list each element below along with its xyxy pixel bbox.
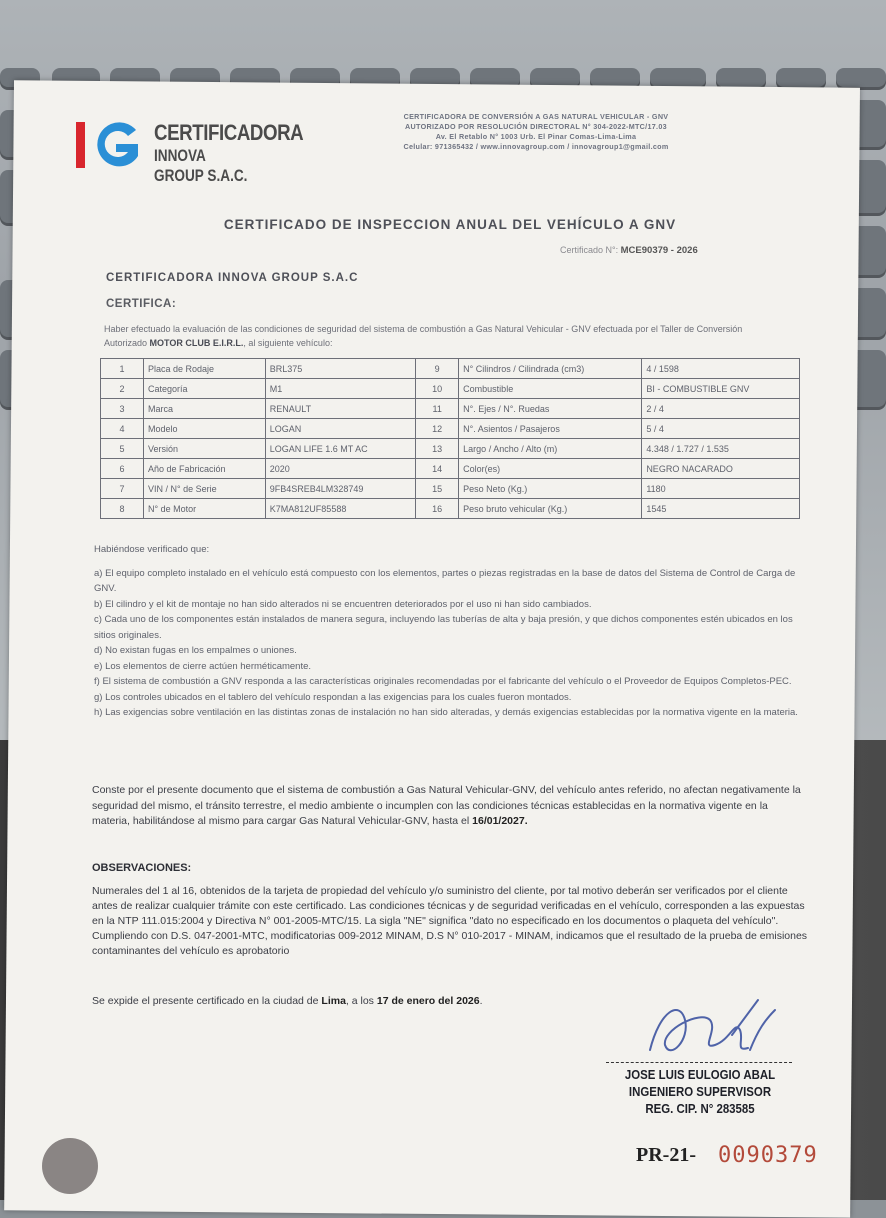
verification-lead: Habiéndose verificado que: — [94, 544, 210, 555]
table-row — [101, 359, 800, 379]
document-title: CERTIFICADO DE INSPECCION ANUAL DEL VEHÍCULO A GNV — [223, 217, 677, 232]
field-value: 5 / 4 — [642, 419, 800, 439]
field-value: 2 / 4 — [642, 399, 800, 419]
field-value: K7MA812UF85588 — [265, 499, 415, 519]
header-line: Celular: 971365432 / www.innovagroup.com / innovagroup1@gmail.com — [403, 142, 669, 151]
company-logo — [74, 110, 304, 185]
verification-item: g) Los controles ubicados en el tablero del vehículo respondan a las exigencias para los cuales fueron montados. — [94, 691, 572, 703]
row-number: 16 — [416, 499, 459, 519]
field-label: Año de Fabricación — [144, 459, 266, 479]
field-value: BRL375 — [265, 359, 415, 379]
row-number: 6 — [101, 459, 144, 479]
row-number: 5 — [101, 439, 144, 459]
logo-text-certificadora: CERTIFICADORA — [154, 120, 304, 145]
field-value: 2020 — [265, 459, 415, 479]
certificate-number — [560, 245, 698, 256]
company-header-info — [356, 112, 716, 152]
verification-item: b) El cilindro y el kit de montaje no han sido alterados ni se encuentren deteriorados por el uso ni han sido cambiados. — [94, 598, 592, 610]
field-value: 4.348 / 1.727 / 1.535 — [642, 439, 800, 459]
observaciones-heading: OBSERVACIONES: — [92, 862, 192, 874]
field-value: M1 — [265, 379, 415, 399]
header-line: AUTORIZADO POR RESOLUCIÓN DIRECTORAL N° 304-2022-MTC/17.03 — [405, 122, 667, 131]
verification-item: d) No existan fugas en los empalmes o uniones. — [94, 645, 297, 656]
row-number: 3 — [101, 399, 144, 419]
conste-text: Conste por el presente documento que el sistema de combustión a Gas Natural Vehicular-GNV, del vehículo antes referido, no afectan negativamente la seguridad del mismo, el tránsito terrestre, el medio ambiente o incumplen con las condiciones técnicas establecidas en la normativa vigente en la materia, habilitándose al mismo para cargar Gas Natural Vehicular-GNV, hasta el — [92, 784, 801, 827]
supervisor-name: JOSE LUIS EULOGIO ABAL — [624, 1067, 776, 1082]
verification-item: h) Las exigencias sobre ventilación en las distintas zonas de instalación no han sido alteradas, y demás exigencias establecidas por la normativa vigente en la materia. — [94, 707, 798, 718]
field-label: Categoría — [144, 379, 266, 399]
field-value: 1180 — [642, 479, 800, 499]
field-label: Combustible — [459, 379, 642, 399]
verification-item: c) Cada uno de los componentes están instalados de manera segura, incluyendo las tuberías de alta y baja presión, y que dichos componentes estén ubicados en los sitios originales. — [94, 614, 793, 641]
intro-text: Haber efectuado la evaluación de las condiciones de seguridad del sistema de combustión a Gas Natural Vehicular - GNV efectuada por el Taller de Conversión Autorizado — [104, 324, 743, 348]
header-line: Av. El Retablo N° 1003 Urb. El Pinar Comas-Lima-Lima — [435, 132, 637, 141]
table-row — [101, 399, 800, 419]
field-label: N° de Motor — [144, 499, 266, 519]
issue-city: Lima — [321, 995, 346, 1007]
certifica-heading: CERTIFICA: — [106, 298, 177, 310]
field-label: N° Cilindros / Cilindrada (cm3) — [459, 359, 642, 379]
innova-logo-icon — [74, 116, 150, 172]
company-name: CERTIFICADORA INNOVA GROUP S.A.C — [106, 272, 359, 284]
intro-paragraph — [104, 322, 780, 350]
observaciones-text — [92, 884, 808, 959]
paper-punch-hole — [42, 1138, 98, 1194]
certificate-number-value: MCE90379 - 2026 — [620, 245, 698, 256]
row-number: 4 — [101, 419, 144, 439]
verification-item: f) El sistema de combustión a GNV responda a las características originales recomendadas por el fabricante del vehículo o el Proveedor de Equipos Completos-PEC. — [94, 676, 792, 687]
verification-item: a) El equipo completo instalado en el vehículo está compuesto con los elementos, partes o piezas registradas en la base de datos del Sistema de Control de Carga de GNV. — [94, 567, 796, 594]
field-value: LOGAN LIFE 1.6 MT AC — [265, 439, 415, 459]
field-label: Modelo — [144, 419, 266, 439]
certificate-number-label: Certificado N°: — [560, 245, 619, 255]
row-number: 2 — [101, 379, 144, 399]
header-line: CERTIFICADORA DE CONVERSIÓN A GAS NATURAL VEHICULAR - GNV — [403, 112, 669, 121]
observaciones-paragraph: Numerales del 1 al 16, obtenidos de la tarjeta de propiedad del vehículo y/o suministro del cliente, por tal motivo deberán ser verificados por el cliente antes de realizar cualquier trámite con este certificado. Las condiciones técnicas y de seguridad verificadas en el vehículo, corresponden a las expuestas en la NTP 111.015:2004 y Directiva N° 001-2005-MTC/15. La sigla "NE" significa "dato no especificado en los documentos o plaqueta del vehículo". — [92, 885, 805, 927]
field-label: N°. Ejes / N°. Ruedas — [459, 399, 642, 419]
supervisor-registration: REG. CIP. N° 283585 — [645, 1101, 755, 1116]
field-label: N°. Asientos / Pasajeros — [459, 419, 642, 439]
row-number: 14 — [416, 459, 459, 479]
field-label: Peso bruto vehicular (Kg.) — [459, 499, 642, 519]
row-number: 12 — [416, 419, 459, 439]
row-number: 10 — [416, 379, 459, 399]
intro-text-end: , al siguiente vehículo: — [243, 338, 333, 348]
field-label: Peso Neto (Kg.) — [459, 479, 642, 499]
conste-paragraph — [92, 783, 808, 830]
field-label: Color(es) — [459, 459, 642, 479]
table-row — [101, 439, 800, 459]
vehicle-data-table — [100, 358, 800, 519]
issue-date: 17 de enero del 2026 — [376, 995, 480, 1007]
row-number: 1 — [101, 359, 144, 379]
field-label: VIN / N° de Serie — [144, 479, 266, 499]
field-label: Marca — [144, 399, 266, 419]
conste-valid-until-date: 16/01/2027. — [472, 815, 528, 827]
verification-list — [94, 542, 800, 721]
row-number: 11 — [416, 399, 459, 419]
issue-period: . — [479, 995, 483, 1007]
verification-item: e) Los elementos de cierre actúen herméticamente. — [94, 660, 312, 672]
issue-text-mid: , a los — [345, 995, 374, 1007]
form-code-prefix: PR-21- — [636, 1144, 696, 1166]
row-number: 7 — [101, 479, 144, 499]
field-value: 4 / 1598 — [642, 359, 800, 379]
row-number: 9 — [416, 359, 459, 379]
table-row — [101, 419, 800, 439]
field-value: RENAULT — [265, 399, 415, 419]
field-label: Largo / Ancho / Alto (m) — [459, 439, 642, 459]
field-value: BI - COMBUSTIBLE GNV — [642, 379, 800, 399]
intro-taller-name: MOTOR CLUB E.I.R.L. — [149, 338, 244, 348]
logo-text-innova-group: INNOVA GROUP S.A.C. — [154, 146, 248, 185]
supervisor-stamp — [612, 1066, 788, 1117]
field-label: Versión — [144, 439, 266, 459]
field-value: LOGAN — [265, 419, 415, 439]
row-number: 15 — [416, 479, 459, 499]
field-value: NEGRO NACARADO — [642, 459, 800, 479]
table-row — [101, 459, 800, 479]
supervisor-title: INGENIERO SUPERVISOR — [628, 1084, 772, 1099]
signature-line — [606, 1062, 792, 1063]
field-value: 9FB4SREB4LM328749 — [265, 479, 415, 499]
row-number: 8 — [101, 499, 144, 519]
handwritten-signature — [640, 990, 780, 1070]
form-serial-number: 0090379 — [718, 1143, 818, 1168]
field-label: Placa de Rodaje — [144, 359, 266, 379]
table-row — [101, 499, 800, 519]
table-row — [101, 479, 800, 499]
row-number: 13 — [416, 439, 459, 459]
field-value: 1545 — [642, 499, 800, 519]
table-row — [101, 379, 800, 399]
issue-text: Se expide el presente certificado en la ciudad de — [92, 995, 319, 1007]
observaciones-paragraph: Cumpliendo con D.S. 047-2001-MTC, modificatorias 009-2012 MINAM, D.S N° 010-2017 - MINAM, indicamos que el resultado de la prueba de emisiones contaminantes del vehículo es aprobatorio — [92, 930, 808, 957]
